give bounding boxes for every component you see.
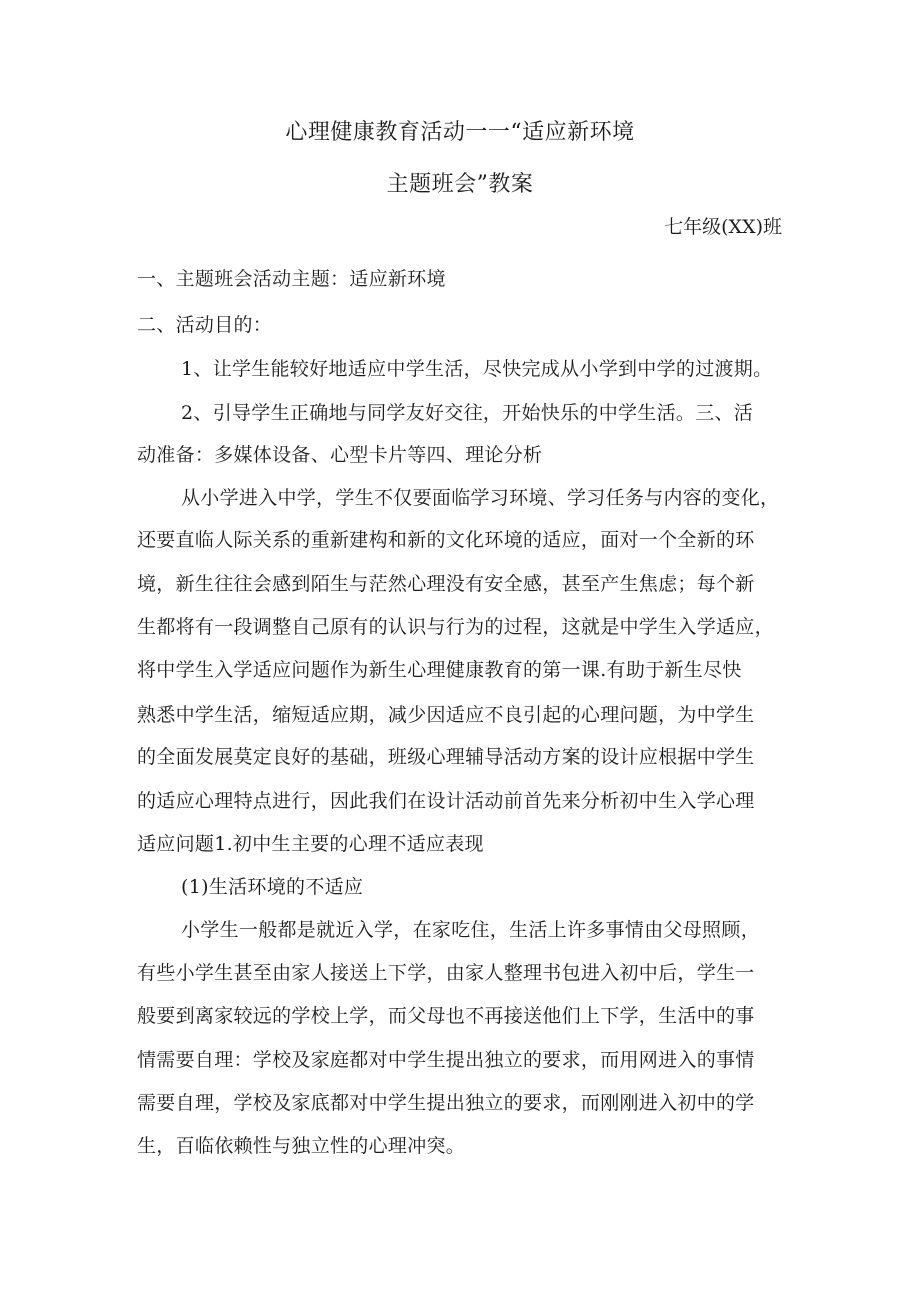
paragraph-line: 境，新生往往会感到陌生与茫然心理没有安全感，甚至产生焦虑；每个新 <box>137 573 755 595</box>
document-title-line-2: 主题班会”教案 <box>386 172 534 197</box>
paragraph-line: 的全面发展莫定良好的基础，班级心理辅导活动方案的设计应根据中学生 <box>137 746 755 768</box>
class-name: 七年级(XX)班 <box>664 216 782 238</box>
section-heading-theme: 一、主题班会活动主题：适应新环境 <box>137 268 446 290</box>
paragraph-line: 1、让学生能较好地适应中学生活，尽快完成从小学到中学的过渡期。 <box>181 358 773 380</box>
document-title-line-1: 心理健康教育活动一一“适应新环境 <box>285 120 635 145</box>
paragraph-line: 动准备：多媒体设备、心型卡片等四、理论分析 <box>137 444 543 466</box>
paragraph-line: 有些小学生甚至由家人接送上下学，由家人整理书包进入初中后，学生一 <box>137 962 755 984</box>
paragraph-line: 生，百临依赖性与独立性的心理冲突。 <box>137 1135 466 1157</box>
paragraph-line: 适应问题1.初中生主要的心理不适应表现 <box>137 833 484 855</box>
paragraph-line: 将中学生入学适应问题作为新生心理健康教育的第一课.有助于新生尽快 <box>137 659 742 681</box>
paragraph-line: 的适应心理特点进行，因此我们在设计活动前首先来分析初中生入学心理 <box>137 790 755 812</box>
paragraph-line: 生都将有一段调整自己原有的认识与行为的过程，这就是中学生入学适应， <box>137 616 774 638</box>
paragraph-line: 情需要自理：学校及家庭都对中学生提出独立的要求，而用网进入的事情 <box>137 1049 755 1071</box>
paragraph-line: 熟悉中学生活，缩短适应期，减少因适应不良引起的心理问题，为中学生 <box>137 704 755 726</box>
paragraph-line: 小学生一般都是就近入学，在家吃住，生活上许多事情由父母照顾， <box>181 919 761 941</box>
subsection-heading: (1)生活环境的不适应 <box>181 876 364 898</box>
section-heading-goals: 二、活动目的： <box>137 314 273 336</box>
paragraph-line: 2、引导学生正确地与同学友好交往，开始快乐的中学生活。三、活 <box>181 402 754 424</box>
paragraph-line: 般要到离家较远的学校上学，而父母也不再接送他们上下学，生活中的事 <box>137 1005 755 1027</box>
paragraph-line: 从小学进入中学，学生不仅要面临学习环境、学习任务与内容的变化， <box>181 487 780 509</box>
paragraph-line: 需要自理，学校及家底都对中学生提出独立的要求，而刚刚进入初中的学 <box>137 1092 755 1114</box>
paragraph-line: 还要直临人际关系的重新建构和新的文化环境的适应，面对一个全新的环 <box>137 529 755 551</box>
